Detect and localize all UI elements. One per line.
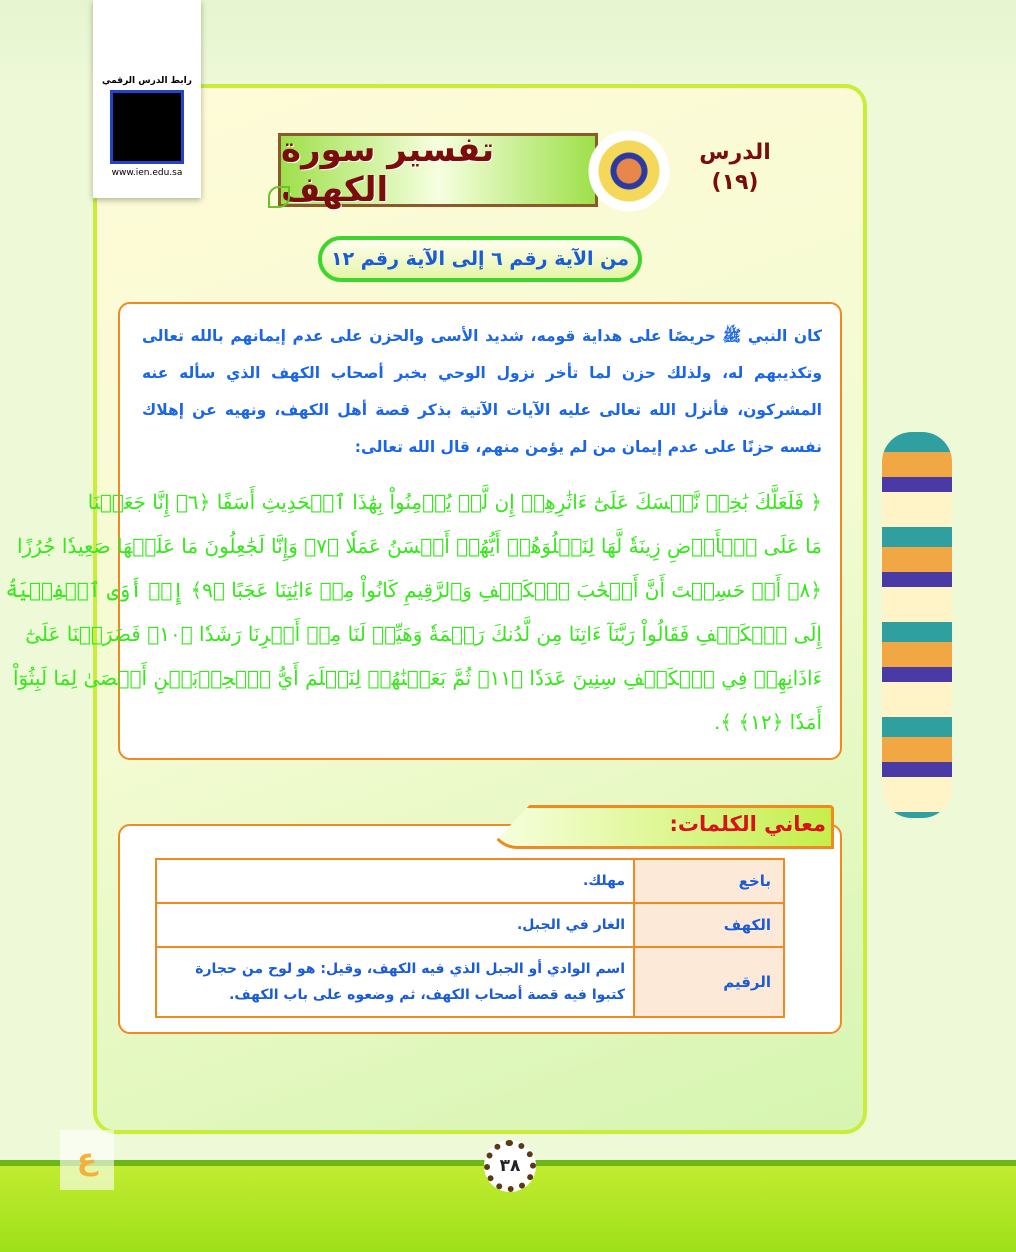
qr-code-icon[interactable]	[110, 90, 184, 164]
quran-line: أَمَدٗا ﴿١٢﴾ ﴾.	[713, 710, 822, 734]
meaning-cell: اسم الوادي أو الجبل الذي فيه الكهف، وقيل: هو لوح من حجارة كتبوا فيه قصة أصحاب الكهف، ثم وضعوه على باب الكهف.	[156, 947, 634, 1017]
verse-range: من الآية رقم ٦ إلى الآية رقم ١٢	[318, 236, 642, 282]
quran-line: ﴿٨﴾ أَمۡ حَسِبۡتَ أَنَّ أَصۡحَٰبَ ٱلۡكَهۡفِ وَٱلرَّقِيمِ كَانُواْ مِنۡ ءَايَٰتِنَا عَجَبًا ﴿٩﴾ إِذۡ أَوَى ٱلۡفِتۡيَةُ	[5, 578, 822, 602]
intro-box	[5, 302, 842, 760]
title-banner	[278, 130, 598, 210]
decorative-side-ornament	[882, 432, 952, 818]
meaning-cell: الغار في الجبل.	[156, 903, 634, 947]
publisher-logo-icon: ع	[60, 1130, 114, 1190]
meanings-title: معاني الكلمات:	[669, 812, 826, 836]
islamic-ornament-icon	[585, 123, 673, 219]
page-title: تفسير سورة الكهف	[281, 130, 495, 210]
word-cell: الرقيم	[634, 947, 784, 1017]
lesson-number	[690, 138, 780, 198]
table-row	[156, 859, 784, 903]
lesson-label: الدرس	[699, 140, 771, 165]
quran-verses	[5, 480, 822, 744]
quran-line: مَا عَلَى ٱلۡأَرۡضِ زِينَةٗ لَّهَا لِنَبۡلُوَهُمۡ أَيُّهُمۡ أَحۡسَنُ عَمَلٗا ﴿٧﴾ وَإِنَّا لَجَٰعِلُونَ مَا عَلَيۡهَا صَعِيدٗا جُرُزًا	[16, 534, 822, 558]
qr-label: رابط الدرس الرقمي	[102, 76, 192, 86]
table-row	[156, 903, 784, 947]
qr-card[interactable]	[93, 0, 201, 198]
lesson-index: (١٩)	[711, 170, 759, 195]
word-cell: باخع	[634, 859, 784, 903]
meanings-table	[155, 858, 785, 1018]
word-cell: الكهف	[634, 903, 784, 947]
quran-line: ﴿ فَلَعَلَّكَ بَٰخِعٞ نَّفۡسَكَ عَلَىٰٓ ءَاثَٰرِهِمۡ إِن لَّمۡ يُؤۡمِنُواْ بِهَٰذَا ٱلۡحَدِيثِ أَسَفًا ﴿٦﴾ إِنَّا جَعَلۡنَا	[87, 490, 822, 514]
intro-text: كان النبي ﷺ حريصًا على هداية قومه، شديد الأسى والحزن على عدم إيمانهم بالله تعالى وتكذيبهم له، ولذلك حزن لما تأخر نزول الوحي بخبر أصحاب الكهف الذي سأله عنه المشركون، فأنزل الله تعالى عليه الآيات الآتية بذكر قصة أهل الكهف، ونهيه عن إهلاك نفسه حزنًا على عدم إيمان من لم يؤمن منهم، قال الله تعالى:	[142, 327, 822, 456]
page-number: ٣٨	[484, 1140, 536, 1192]
quran-line: ءَاذَانِهِمۡ فِي ٱلۡكَهۡفِ سِنِينَ عَدَدٗا ﴿١١﴾ ثُمَّ بَعَثۡنَٰهُمۡ لِنَعۡلَمَ أَيُّ ٱلۡحِزۡبَيۡنِ أَحۡصَىٰ لِمَا لَبِثُوٓاْ	[12, 666, 822, 690]
quran-line: إِلَى ٱلۡكَهۡفِ فَقَالُواْ رَبَّنَآ ءَاتِنَا مِن لَّدُنكَ رَحۡمَةٗ وَهَيِّئۡ لَنَا مِنۡ أَمۡرِنَا رَشَدٗا ﴿١٠﴾ فَضَرَبۡنَا عَلَىٰٓ	[25, 622, 822, 646]
table-row	[156, 947, 784, 1017]
meaning-cell: مهلك.	[156, 859, 634, 903]
qr-url[interactable]: www.ien.edu.sa	[111, 168, 183, 178]
leaf-ornament-icon	[268, 186, 290, 208]
